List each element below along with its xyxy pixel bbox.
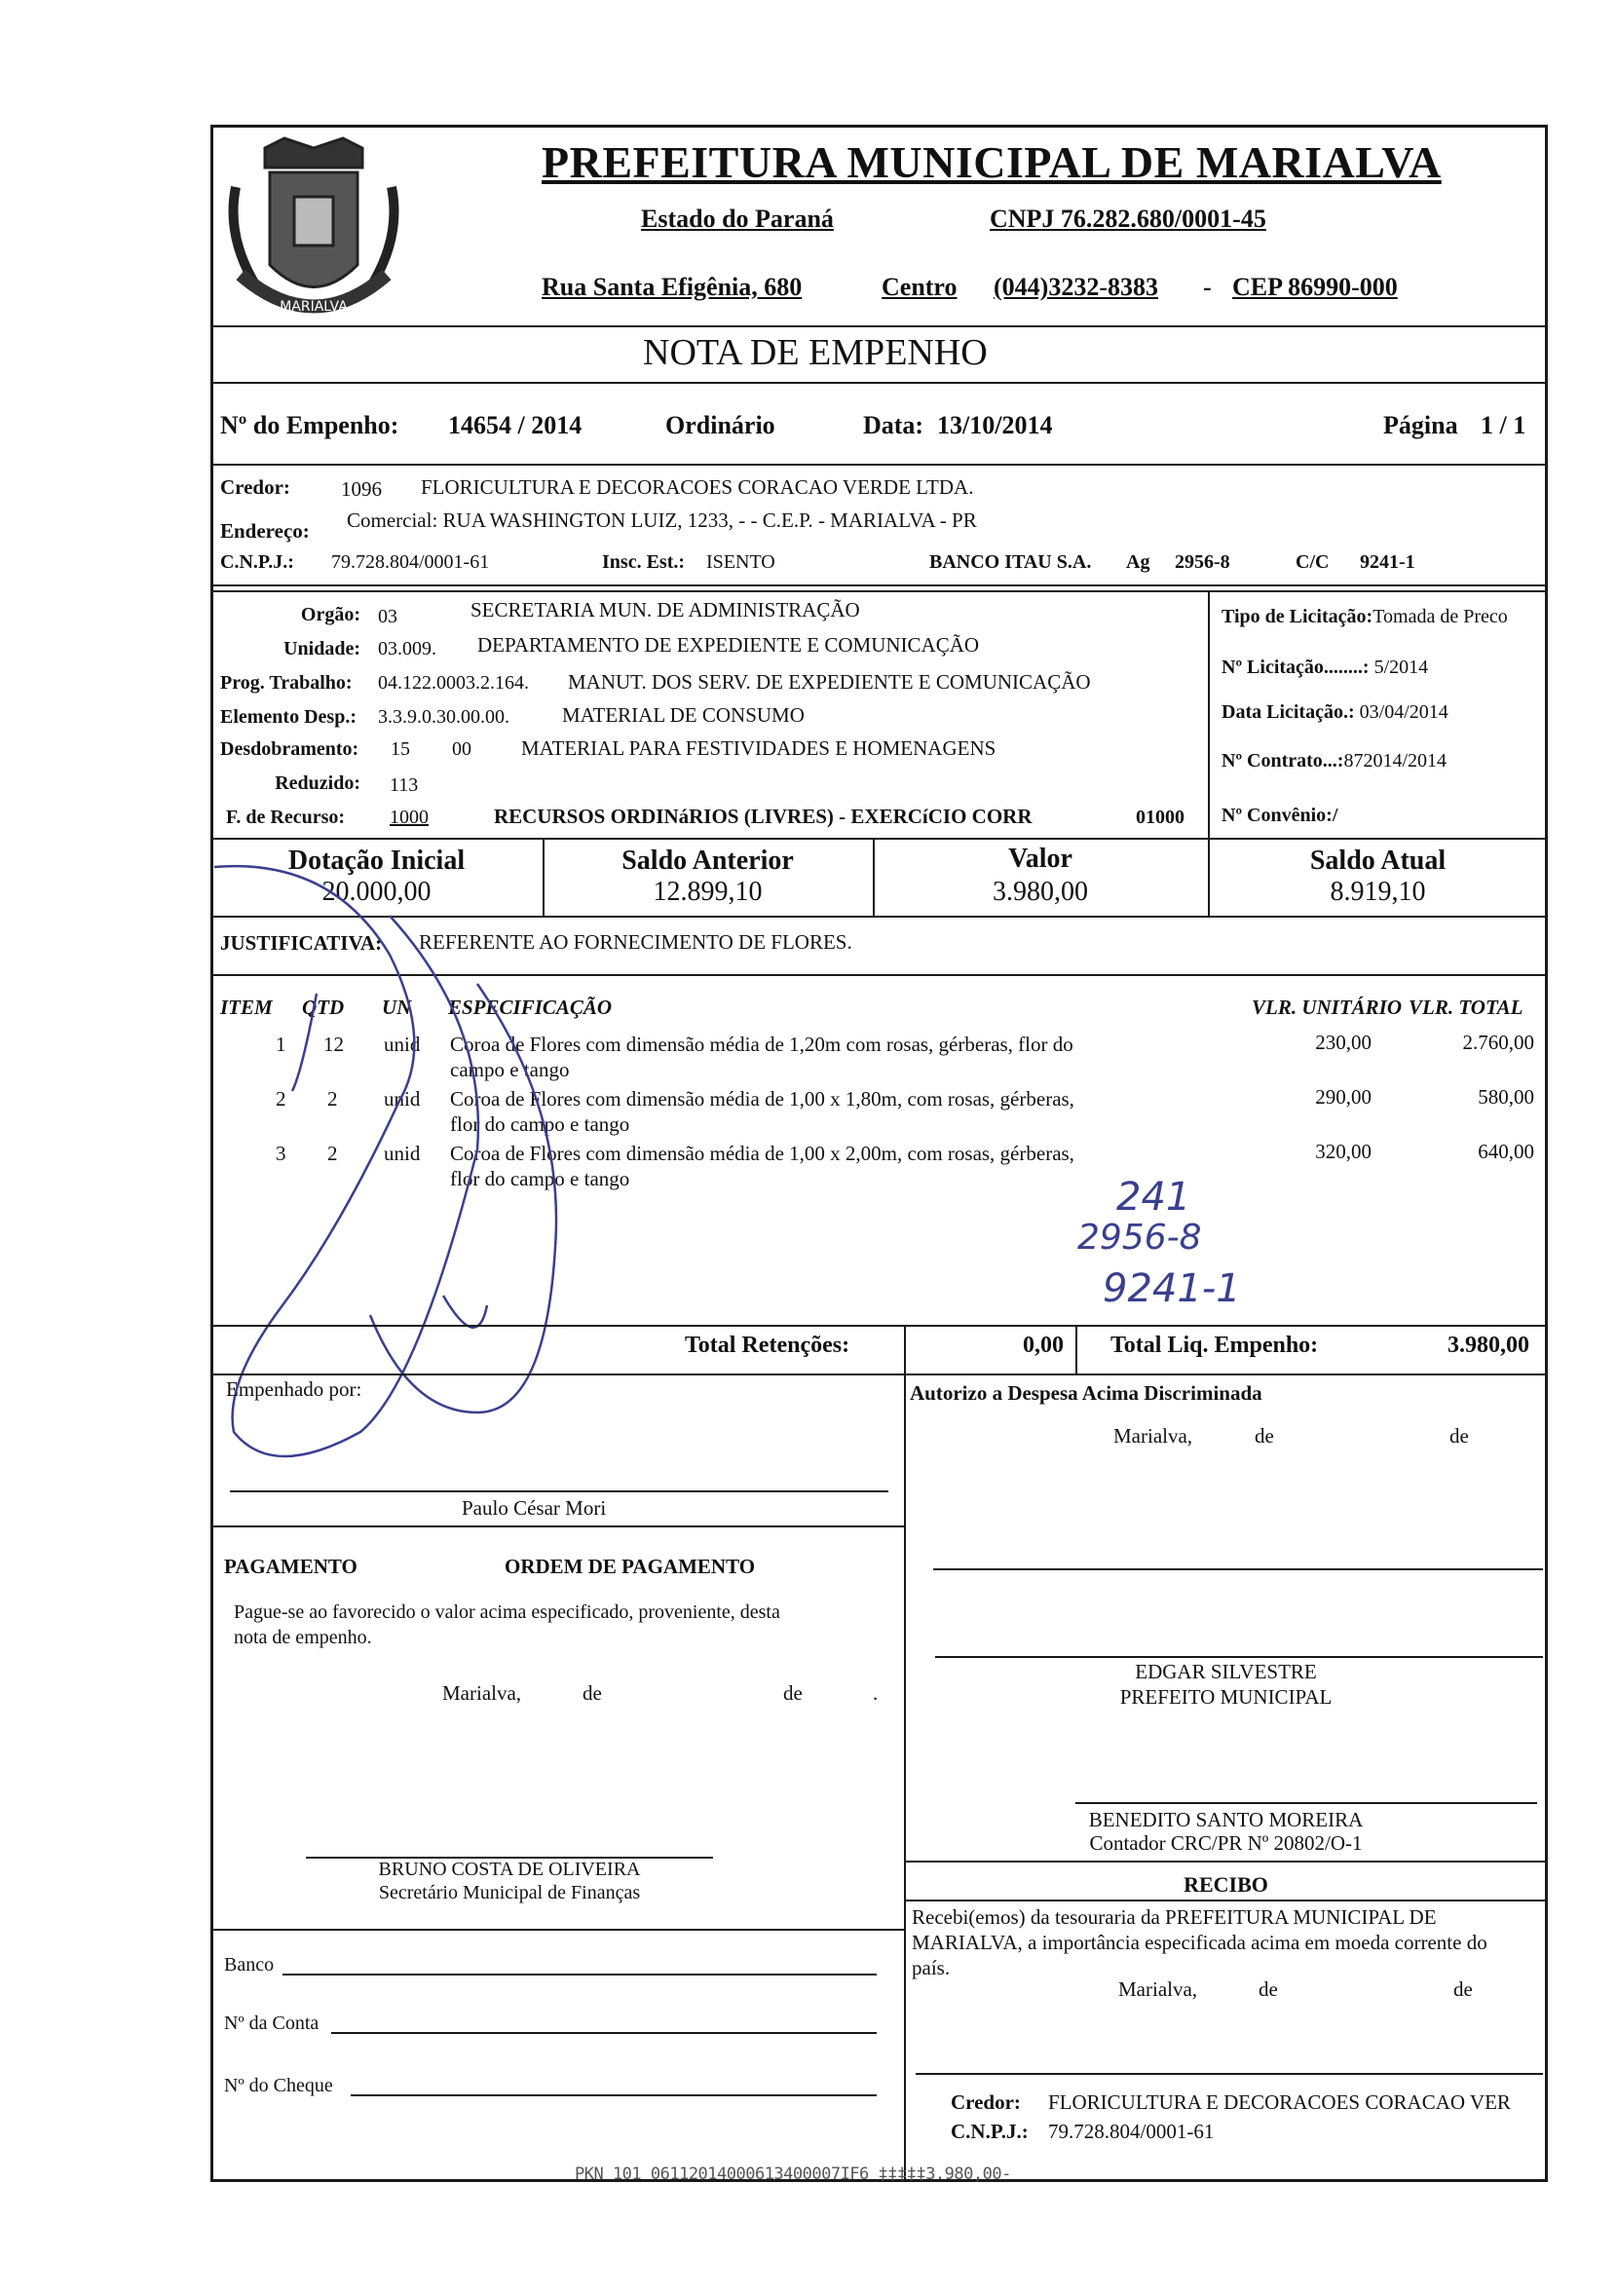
cnpj-label: C.N.P.J.: (220, 551, 294, 573)
header-address: Rua Santa Efigênia, 680 (542, 273, 803, 301)
authentication-stamp: PKN 101 06112014000613400007IF6 ‡‡‡‡‡3.980,00- (575, 2164, 1011, 2184)
valor-label: Valor (1008, 844, 1072, 874)
contrato-number: Nº Contrato...:872014/2014 (1222, 750, 1448, 772)
licitacao-tipo: Tipo de Licitação:Tomada de Preco (1222, 606, 1508, 627)
justificativa-text: REFERENTE AO FORNECIMENTO DE FLORES. (419, 930, 852, 954)
recibo-de-2: de (1453, 1977, 1473, 2001)
item-unit-price: 230,00 (1315, 1031, 1372, 1054)
secretario-role: Secretário Municipal de Finanças (378, 1882, 641, 1903)
item-qtd: 2 (327, 1142, 338, 1165)
fonte-code: 1000 (390, 807, 429, 828)
dotacao-value: 20.000,00 (321, 877, 432, 907)
reduzido-code: 113 (390, 774, 419, 796)
total-liquido-label: Total Liq. Empenho: (1110, 1333, 1319, 1358)
orgao-name: SECRETARIA MUN. DE ADMINISTRAÇÃO (470, 598, 860, 621)
prog-code: 04.122.0003.2.164. (378, 672, 529, 694)
document-title: NOTA DE EMPENHO (643, 332, 988, 373)
credor-code: 1096 (341, 477, 382, 501)
retencoes-value: 0,00 (1023, 1333, 1064, 1358)
dotacao-label: Dotação Inicial (287, 846, 466, 876)
secretario-name: BRUNO COSTA DE OLIVEIRA (378, 1859, 641, 1880)
insc-label: Insc. Est.: (602, 551, 686, 573)
unidade-label: Unidade: (283, 638, 360, 659)
pagamento-text-1: Pague-se ao favorecido o valor acima especificado, proveniente, desta (234, 1601, 780, 1623)
insc-value: ISENTO (706, 551, 775, 573)
saldo-anterior-value: 12.899,10 (653, 877, 763, 907)
page-label: Página (1383, 411, 1458, 439)
pagamento-text-2: nota de empenho. (234, 1627, 372, 1648)
elemento-code: 3.3.9.0.30.00.00. (378, 706, 509, 728)
fonte-label: F. de Recurso: (226, 807, 346, 828)
pagamento-place: Marialva, (442, 1681, 522, 1705)
contador-role: Contador CRC/PR Nº 20802/O-1 (1089, 1831, 1363, 1855)
header-separator: - (1203, 273, 1212, 301)
municipal-seal-icon (216, 129, 411, 343)
item-spec-line1: Coroa de Flores com dimensão média de 1,00 x 1,80m, com rosas, gérberas, (450, 1087, 1074, 1110)
elemento-label: Elemento Desp.: (220, 706, 357, 728)
footer-credor-label: Credor: (951, 2090, 1021, 2114)
pagamento-label: PAGAMENTO (224, 1555, 357, 1578)
empenho-number: 14654 / 2014 (448, 411, 583, 439)
pagamento-dot: . (873, 1681, 879, 1705)
address-label: Endereço: (220, 519, 310, 543)
pagamento-de-1: de (583, 1681, 602, 1705)
unidade-code: 03.009. (378, 638, 436, 659)
credor-address: Comercial: RUA WASHINGTON LUIZ, 1233, - - C.E.P. - MARIALVA - PR (347, 508, 977, 532)
unidade-name: DEPARTAMENTO DE EXPEDIENTE E COMUNICAÇÃO (477, 633, 980, 657)
item-total-price: 580,00 (1478, 1085, 1534, 1109)
item-unit: unid (384, 1087, 421, 1110)
recibo-text-1: Recebi(emos) da tesouraria da PREFEITURA MUNICIPAL DE (912, 1905, 1437, 1929)
item-unit-price: 320,00 (1315, 1140, 1372, 1163)
saldo-atual-value: 8.919,10 (1330, 877, 1426, 907)
saldo-atual-label: Saldo Atual (1309, 846, 1447, 876)
item-number: 2 (276, 1087, 286, 1110)
valor-value: 3.980,00 (993, 877, 1088, 907)
item-number: 1 (276, 1033, 286, 1056)
item-qtd: 2 (327, 1087, 338, 1110)
empenho-type: Ordinário (665, 411, 775, 439)
bank-name: BANCO ITAU S.A. (929, 551, 1092, 573)
empenho-date-label: Data: (863, 411, 924, 439)
account-label: C/C (1296, 551, 1330, 573)
header-title: PREFEITURA MUNICIPAL DE MARIALVA (542, 137, 1442, 187)
footer-credor-name: FLORICULTURA E DECORACOES CORACAO VER (1048, 2090, 1511, 2114)
agency-label: Ag (1126, 551, 1150, 573)
total-liquido-value: 3.980,00 (1448, 1333, 1529, 1358)
retencoes-label: Total Retenções: (685, 1333, 850, 1358)
handwritten-note-2: 2956-8 (1077, 1218, 1202, 1258)
footer-cnpj-value: 79.728.804/0001-61 (1048, 2120, 1215, 2143)
footer-cnpj-label: C.N.P.J.: (951, 2120, 1029, 2143)
item-qtd: 12 (323, 1033, 344, 1056)
elemento-name: MATERIAL DE CONSUMO (562, 703, 805, 727)
credor-label: Credor: (220, 475, 290, 499)
recibo-text-3: país. (912, 1956, 951, 1979)
autorizo-de-2: de (1449, 1424, 1469, 1448)
item-spec-line1: Coroa de Flores com dimensão média de 1,00 x 2,00m, com rosas, gérberas, (450, 1142, 1074, 1165)
desdobramento-label: Desdobramento: (220, 738, 359, 760)
prefeito-name: EDGAR SILVESTRE (1135, 1660, 1317, 1683)
recibo-de-1: de (1259, 1977, 1278, 2001)
item-unit: unid (384, 1033, 421, 1056)
item-spec-line2: flor do campo e tango (450, 1167, 630, 1190)
reduzido-label: Reduzido: (275, 772, 360, 794)
prefeito-role: PREFEITO MUNICIPAL (1119, 1685, 1333, 1709)
empenho-label: Nº do Empenho: (220, 411, 399, 439)
svg-text:MARIALVA: MARIALVA (280, 299, 348, 315)
item-spec-line1: Coroa de Flores com dimensão média de 1,20m com rosas, gérberas, flor do (450, 1033, 1073, 1056)
fonte-sub: 01000 (1136, 807, 1185, 828)
header-district: Centro (882, 273, 958, 301)
conta-label: Nº da Conta (224, 2013, 320, 2034)
item-number: 3 (276, 1142, 286, 1165)
credor-cnpj: 79.728.804/0001-61 (331, 551, 490, 573)
items-header-unit: VLR. UNITÁRIO (1252, 996, 1403, 1019)
ordem-pagamento-title: ORDEM DE PAGAMENTO (505, 1555, 756, 1578)
licitacao-number: Nº Licitação........: 5/2014 (1222, 657, 1429, 678)
autorizo-place: Marialva, (1113, 1424, 1193, 1448)
items-header-item: ITEM (220, 996, 273, 1019)
item-spec-line2: campo e tango (450, 1058, 570, 1081)
header-phone: (044)3232-8383 (994, 273, 1158, 301)
header-cep: CEP 86990-000 (1232, 273, 1398, 301)
account-value: 9241-1 (1360, 551, 1415, 573)
empenhado-label: Empenhado por: (226, 1377, 362, 1401)
items-header-total: VLR. TOTAL (1409, 996, 1523, 1019)
recibo-place: Marialva, (1118, 1977, 1198, 2001)
handwritten-note-1: 241 (1116, 1175, 1191, 1220)
item-unit-price: 290,00 (1315, 1085, 1372, 1109)
header-state: Estado do Paraná (641, 205, 834, 233)
item-unit: unid (384, 1142, 421, 1165)
autorizo-de-1: de (1255, 1424, 1274, 1448)
page-number: 1 / 1 (1481, 411, 1526, 439)
item-spec-line2: flor do campo e tango (450, 1112, 630, 1136)
banco-label: Banco (224, 1954, 275, 1976)
pagamento-de-2: de (783, 1681, 803, 1705)
item-total-price: 640,00 (1478, 1140, 1534, 1163)
contador-name: BENEDITO SANTO MOREIRA (1088, 1808, 1364, 1831)
desdobramento-sub: 00 (452, 738, 471, 760)
desdobramento-code: 15 (391, 738, 410, 760)
items-header-qtd: QTD (302, 996, 345, 1019)
justificativa-label: JUSTIFICATIVA: (220, 931, 383, 955)
licitacao-date: Data Licitação.: 03/04/2014 (1222, 701, 1448, 723)
item-total-price: 2.760,00 (1462, 1031, 1534, 1054)
fonte-name: RECURSOS ORDINáRIOS (LIVRES) - EXERCíCIO CORR (494, 805, 1033, 828)
convenio-number: Nº Convênio:/ (1222, 805, 1338, 826)
orgao-label: Orgão: (300, 604, 360, 625)
cheque-label: Nº do Cheque (224, 2075, 333, 2096)
header-cnpj: CNPJ 76.282.680/0001-45 (990, 205, 1266, 233)
credor-name: FLORICULTURA E DECORACOES CORACAO VERDE LTDA. (421, 475, 974, 499)
desdobramento-name: MATERIAL PARA FESTIVIDADES E HOMENAGENS (521, 736, 997, 760)
agency-value: 2956-8 (1175, 551, 1230, 573)
items-header-spec: ESPECIFICAÇÃO (448, 996, 613, 1019)
prog-name: MANUT. DOS SERV. DE EXPEDIENTE E COMUNICAÇÃO (568, 670, 1091, 694)
prog-label: Prog. Trabalho: (220, 672, 353, 694)
autorizo-label: Autorizo a Despesa Acima Discriminada (910, 1381, 1262, 1405)
empenho-date: 13/10/2014 (937, 411, 1053, 439)
items-header-un: UN (382, 996, 412, 1019)
handwritten-note-3: 9241-1 (1103, 1266, 1241, 1311)
saldo-anterior-label: Saldo Anterior (621, 846, 794, 876)
empenhado-name: Paulo César Mori (462, 1496, 607, 1520)
recibo-text-2: MARIALVA, a importância especificada acima em moeda corrente do (912, 1931, 1487, 1954)
orgao-code: 03 (378, 606, 397, 627)
recibo-title: RECIBO (1184, 1872, 1268, 1897)
